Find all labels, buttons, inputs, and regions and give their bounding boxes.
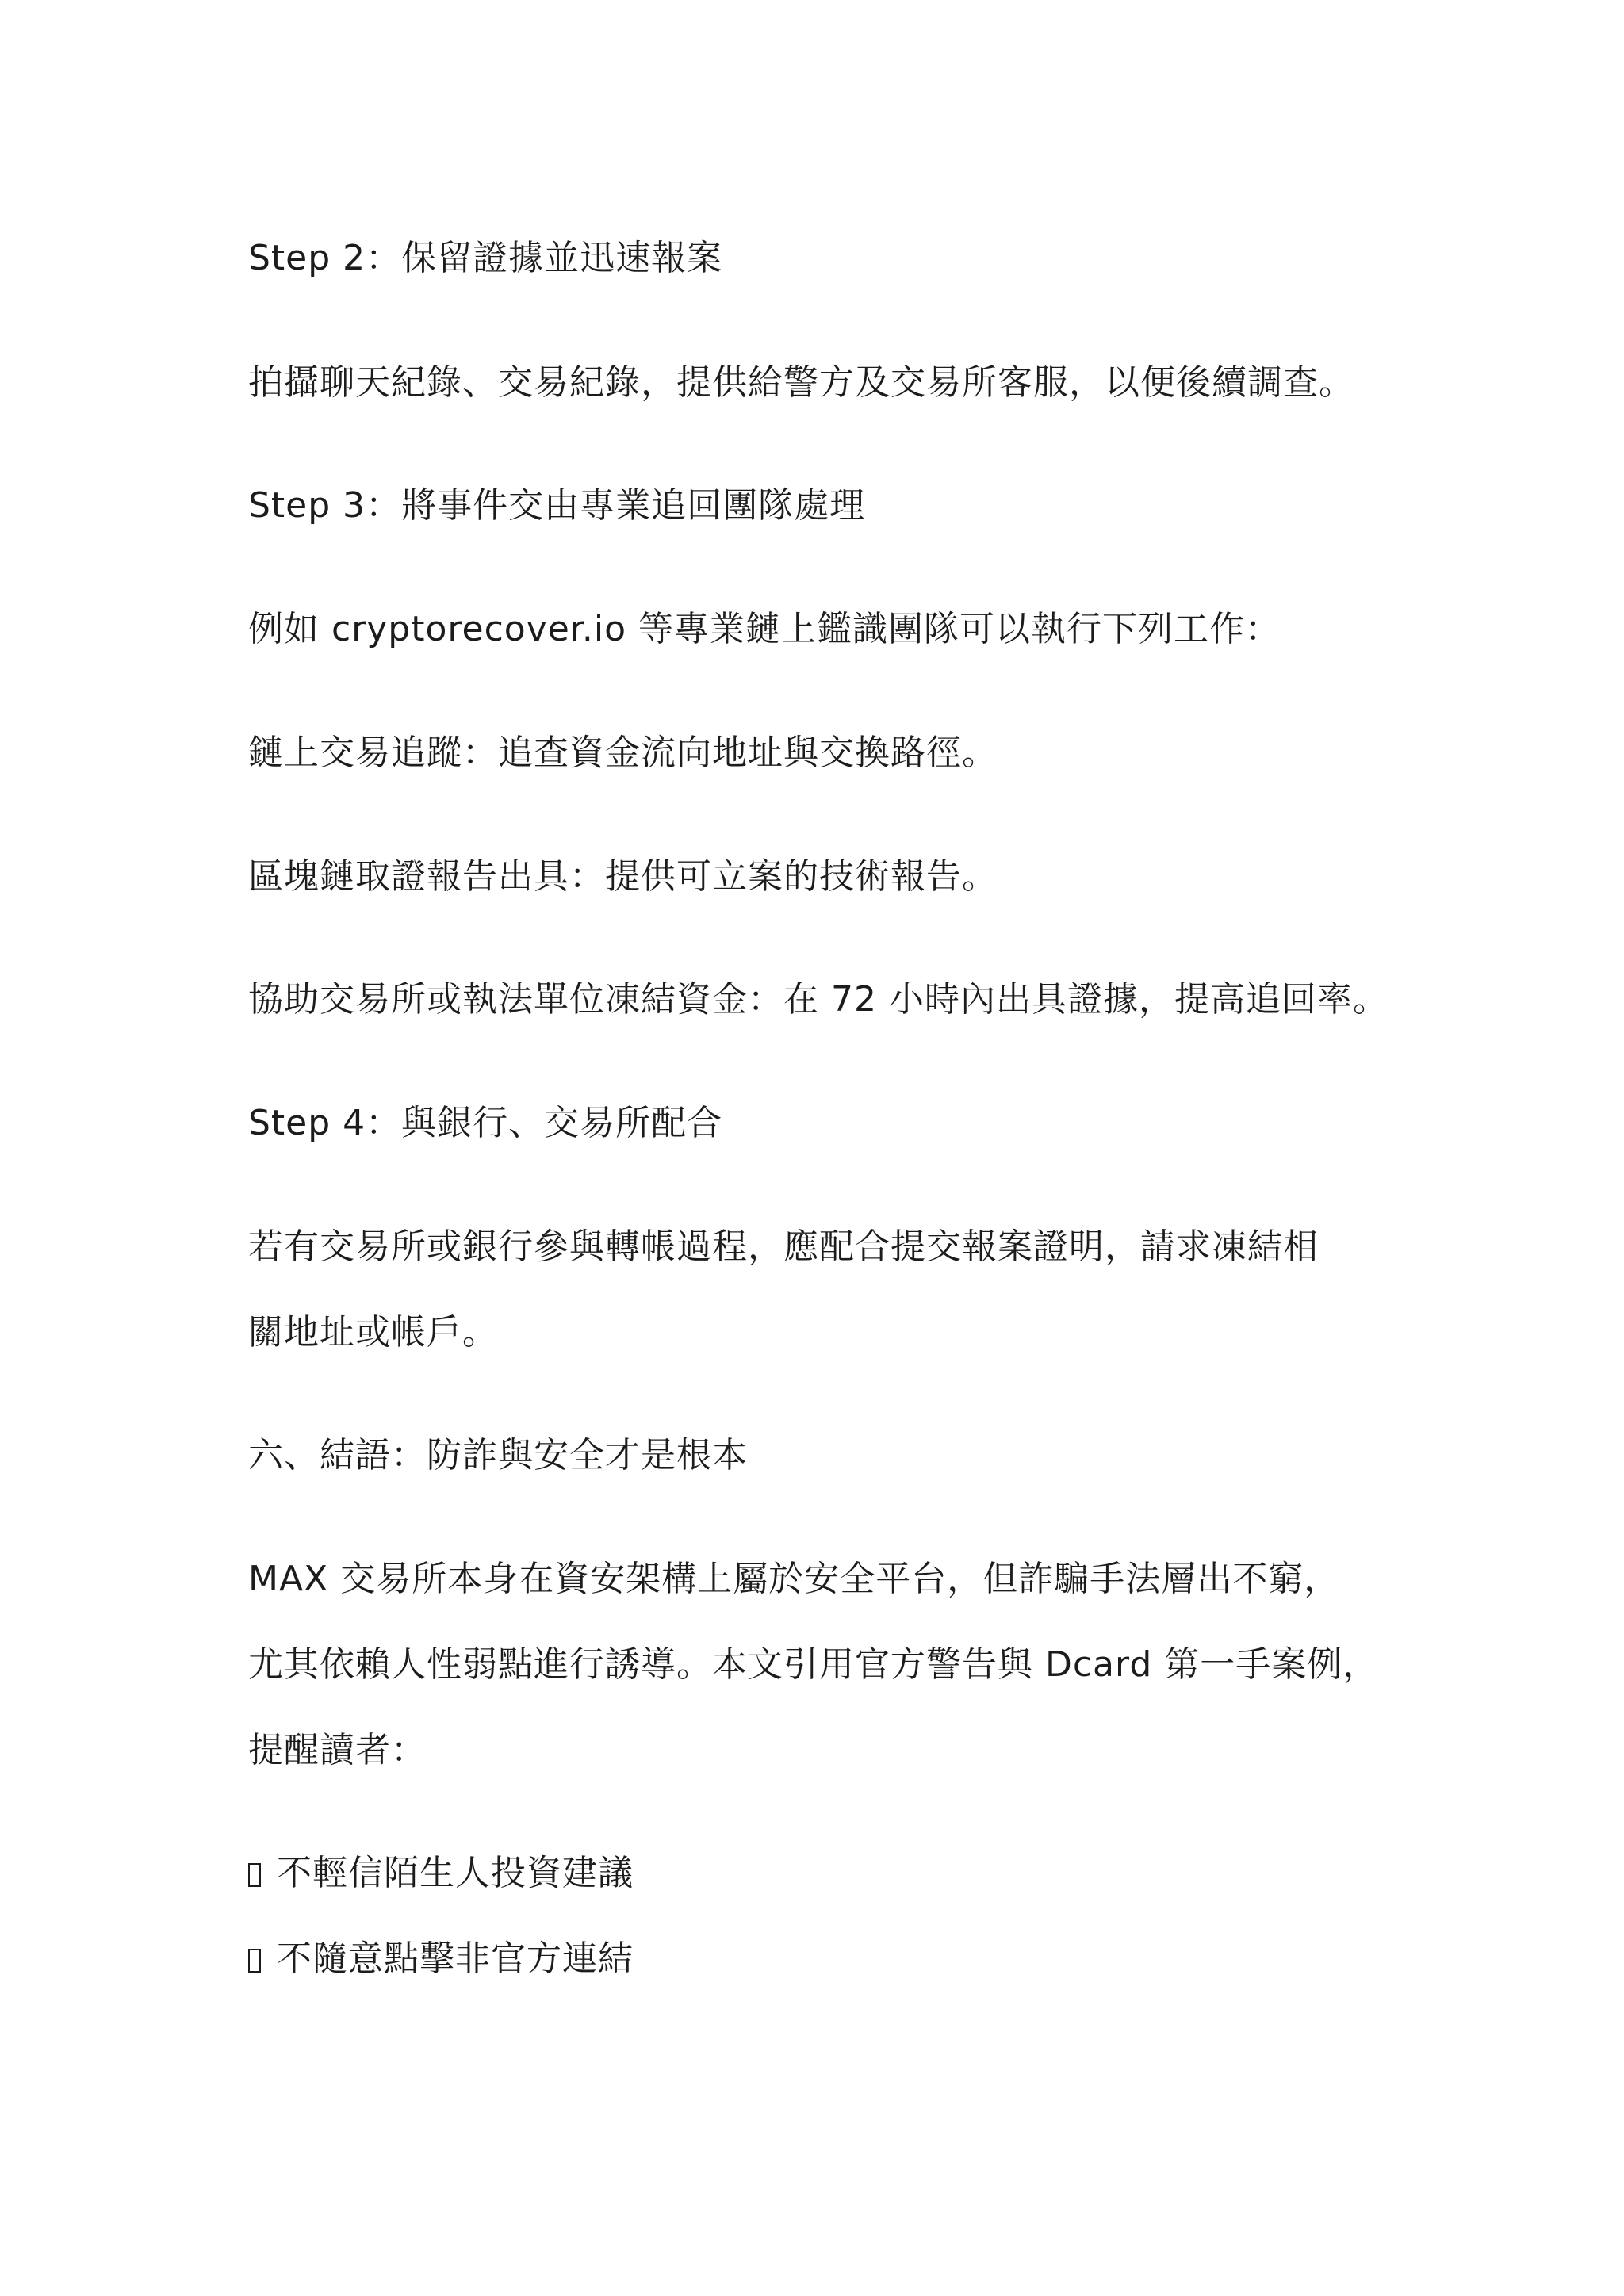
checkbox-glyph-icon: [248, 1863, 261, 1887]
checklist-item: [248, 1935, 634, 1983]
checkbox-glyph-icon: [248, 1949, 261, 1973]
checklist-item-text: 不輕信陌生人投資建議: [277, 1853, 634, 1893]
step4-heading: Step 4：與銀行、交易所配合: [248, 1103, 723, 1143]
conclusion-line-3: 提醒讀者：: [248, 1730, 427, 1770]
conclusion-line-1: MAX 交易所本身在資安架構上屬於安全平台，但詐騙手法層出不窮，: [248, 1559, 1340, 1599]
step4-body-line-2: 關地址或帳戶。: [248, 1312, 498, 1353]
conclusion-line-2: 尤其依賴人性弱點進行誘導。本文引用官方警告與 Dcard 第一手案例，: [248, 1644, 1379, 1685]
step2-body: 拍攝聊天紀錄、交易紀錄，提供給警方及交易所客服，以便後續調查。: [248, 362, 1354, 403]
step2-heading: Step 2：保留證據並迅速報案: [248, 238, 723, 278]
step4-body-line-1: 若有交易所或銀行參與轉帳過程，應配合提交報案證明，請求凍結相: [248, 1226, 1319, 1267]
step3-item-freeze: 協助交易所或執法單位凍結資金：在 72 小時內出具證據，提高追回率。: [248, 979, 1388, 1020]
step3-item-tracking: 鏈上交易追蹤：追查資金流向地址與交換路徑。: [248, 733, 998, 773]
step3-heading: Step 3：將事件交由專業追回團隊處理: [248, 485, 866, 526]
checklist-item: [248, 1850, 634, 1897]
checklist-item-text: 不隨意點擊非官方連結: [277, 1938, 634, 1979]
step3-item-forensics: 區塊鏈取證報告出具：提供可立案的技術報告。: [248, 856, 998, 897]
section6-heading: 六、結語：防詐與安全才是根本: [248, 1435, 748, 1475]
step3-intro: 例如 cryptorecover.io 等專業鏈上鑑識團隊可以執行下列工作：: [248, 609, 1281, 649]
